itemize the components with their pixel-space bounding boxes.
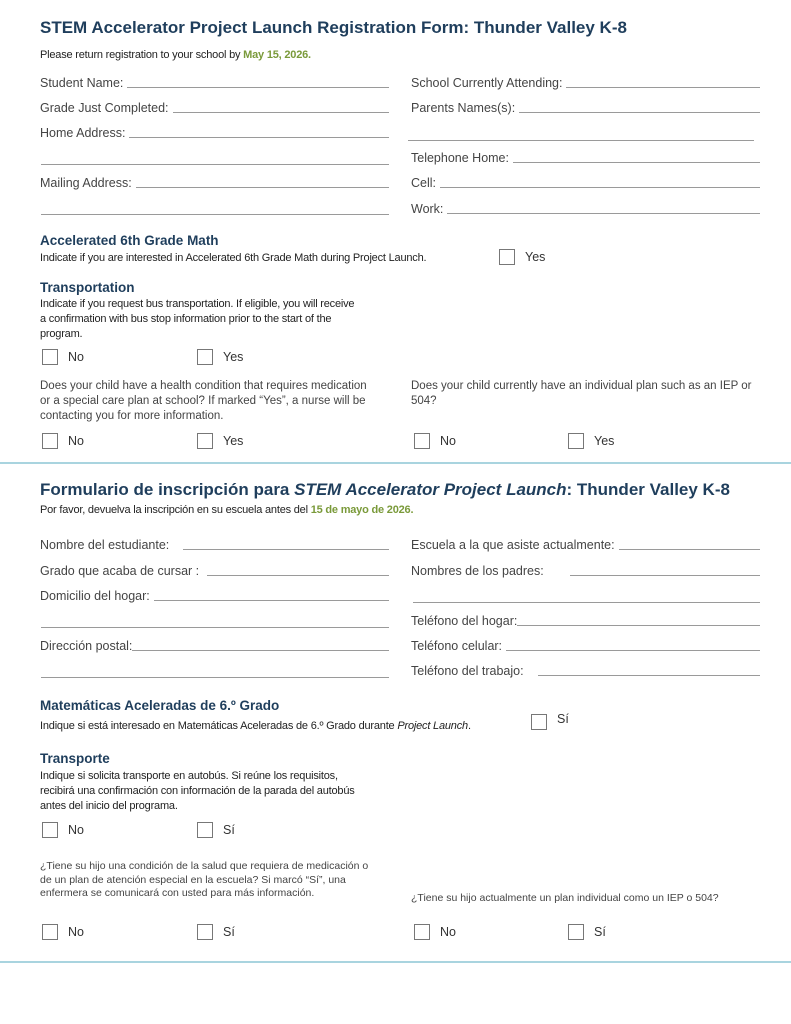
telephone-home-label: Telephone Home: [411,151,509,165]
transport-description: Indicate if you request bus transportation. If eligible, you will receive a confirmation with bus stop information prior to the start of the program. [40,298,355,340]
transporte-no-checkbox[interactable] [42,822,84,838]
parents-names-line[interactable] [519,112,760,113]
title-suffix: : Thunder Valley K-8 [566,480,730,499]
telephone-home-field[interactable] [411,151,760,165]
desc-suffix: . [467,720,471,732]
padres-field[interactable] [411,564,760,578]
health-yes-checkbox[interactable] [197,433,243,449]
escuela-label: Escuela a la que asiste actualmente: [411,538,615,552]
checkbox-box[interactable] [197,349,213,365]
salud-question: ¿Tiene su hijo una condición de la salud que requiera de medicación o de un plan de atención especial en la escuela? Si marcó “Sí”, una enfermera se comunicará con usted para más información. [40,860,369,899]
checkbox-box[interactable] [197,433,213,449]
iep-pregunta: ¿Tiene su hijo actualmente un plan individual como un IEP o 504? [411,892,719,904]
health-no-label: No [68,434,84,448]
transport-yes-checkbox[interactable] [197,349,243,365]
padres-label: Nombres de los padres: [411,564,544,578]
grado-line[interactable] [207,575,389,576]
telefono-celular-field[interactable] [411,639,760,653]
transporte-si-checkbox[interactable] [197,822,235,838]
student-name-label: Student Name: [40,76,124,90]
telefono-trabajo-field[interactable] [411,664,760,678]
telephone-home-line[interactable] [513,162,760,163]
mailing-address-line[interactable] [136,187,389,188]
transport-no-checkbox[interactable] [42,349,84,365]
mailing-address-label: Mailing Address: [40,176,132,190]
parents-names-field[interactable] [411,101,760,115]
transport-heading: Transportation [40,280,135,295]
escuela-field[interactable] [411,538,760,552]
nombre-estudiante-line[interactable] [183,549,389,550]
title-italic: STEM Accelerator Project Launch [294,480,567,499]
return-notice-text: Por favor, devuelva la inscripción en su escuela antes del [40,504,311,516]
checkbox-box[interactable] [197,924,213,940]
checkbox-box[interactable] [42,349,58,365]
return-notice-text: Please return registration to your school by [40,49,244,61]
desc-prefix: Indique si está interesado en Matemáticas Aceleradas de 6.º Grado durante [40,720,398,732]
iep-no-checkbox[interactable] [414,433,456,449]
iep-no-checkbox-es[interactable] [414,924,456,940]
parents-names-line-2[interactable] [408,140,754,141]
math-description: Indicate if you are interested in Accelerated 6th Grade Math during Project Launch. [40,252,427,264]
grade-completed-line[interactable] [173,112,389,113]
school-attending-label: School Currently Attending: [411,76,563,90]
direccion-postal-line[interactable] [132,650,389,651]
bottom-divider [0,961,791,963]
domicilio-line[interactable] [154,600,389,601]
iep-yes-checkbox[interactable] [568,433,614,449]
salud-no-checkbox[interactable] [42,924,84,940]
checkbox-box[interactable] [414,924,430,940]
return-notice-spanish [40,504,413,516]
parents-names-label: Parents Names(s): [411,101,516,115]
school-attending-line[interactable] [566,87,760,88]
transporte-description: Indique si solicita transporte en autobús. Si reúne los requisitos, recibirá una confirmación con información de la parada del autobús antes del inicio del programa. [40,770,355,812]
cell-field[interactable] [411,176,760,190]
domicilio-label: Domicilio del hogar: [40,589,150,603]
work-phone-label: Work: [411,202,444,216]
iep-question: Does your child currently have an individual plan such as an IEP or 504? [411,380,752,407]
grade-completed-field[interactable] [40,101,389,115]
student-name-line[interactable] [127,87,389,88]
iep-no-label: No [440,434,456,448]
checkbox-box[interactable] [197,822,213,838]
salud-si-checkbox[interactable] [197,924,235,940]
telefono-hogar-line[interactable] [517,625,760,626]
telefono-hogar-field[interactable] [411,614,760,628]
domicilio-field[interactable] [40,589,389,603]
telefono-celular-line[interactable] [506,650,760,651]
nombre-estudiante-label: Nombre del estudiante: [40,538,170,552]
direccion-postal-line-2[interactable] [41,677,389,678]
matematicas-si-checkbox[interactable] [531,714,569,730]
student-name-field[interactable] [40,76,389,90]
section-divider [0,462,791,464]
home-address-field[interactable] [40,126,389,140]
escuela-line[interactable] [619,549,760,550]
iep-yes-label: Yes [594,434,615,448]
school-attending-field[interactable] [411,76,760,90]
matematicas-heading: Matemáticas Aceleradas de 6.º Grado [40,698,280,713]
health-yes-label: Yes [223,434,244,448]
padres-line-2[interactable] [413,602,760,603]
grade-completed-label: Grade Just Completed: [40,101,169,115]
direccion-postal-label: Dirección postal: [40,639,133,653]
home-address-label: Home Address: [40,126,126,140]
matematicas-description [40,719,471,734]
math-yes-checkbox[interactable] [499,249,545,265]
matematicas-si-label: Sí [557,712,569,726]
work-phone-field[interactable] [411,202,760,216]
mailing-address-line-2[interactable] [41,214,389,215]
grado-field[interactable] [40,564,389,578]
return-date: May 15, 2026. [243,49,311,61]
math-heading: Accelerated 6th Grade Math [40,233,219,248]
cell-label: Cell: [411,176,437,190]
return-notice-english [40,49,311,61]
telefono-trabajo-label: Teléfono del trabajo: [411,664,524,678]
domicilio-line-2[interactable] [41,627,389,628]
cell-line[interactable] [440,187,760,188]
work-phone-line[interactable] [447,213,760,214]
iep-no-label-es: No [440,925,456,939]
mailing-address-field[interactable] [40,176,389,190]
checkbox-box[interactable] [568,924,584,940]
form-title-spanish [40,480,730,500]
telefono-trabajo-line[interactable] [538,675,760,676]
desc-italic: Project Launch [397,720,468,732]
iep-si-checkbox[interactable] [568,924,606,940]
health-no-checkbox[interactable] [42,433,84,449]
checkbox-box[interactable] [531,714,547,730]
form-title-english: STEM Accelerator Project Launch Registration Form: Thunder Valley K-8 [40,18,627,37]
health-question: Does your child have a health condition that requires medication or a special care plan at school? If marked “Yes”, a nurse will be contacting you for more information. [40,380,367,422]
transporte-heading: Transporte [40,751,110,766]
title-prefix: Formulario de inscripción para [40,480,295,499]
direccion-postal-field[interactable] [40,639,389,653]
home-address-line[interactable] [129,137,389,138]
checkbox-box[interactable] [42,433,58,449]
return-date: 15 de mayo de 2026. [310,504,414,516]
transport-yes-label: Yes [223,350,244,364]
checkbox-box[interactable] [568,433,584,449]
iep-si-label: Sí [594,925,606,939]
transport-no-label: No [68,350,84,364]
checkbox-box[interactable] [42,822,58,838]
transporte-si-label: Sí [223,823,235,837]
padres-line[interactable] [570,575,760,576]
grado-label: Grado que acaba de cursar : [40,564,200,578]
checkbox-box[interactable] [42,924,58,940]
checkbox-box[interactable] [499,249,515,265]
salud-si-label: Sí [223,925,235,939]
telefono-celular-label: Teléfono celular: [411,639,503,653]
math-yes-label: Yes [525,250,546,264]
transporte-no-label: No [68,823,84,837]
home-address-line-2[interactable] [41,164,389,165]
salud-no-label: No [68,925,84,939]
checkbox-box[interactable] [414,433,430,449]
nombre-estudiante-field[interactable] [40,538,389,552]
telefono-hogar-label: Teléfono del hogar: [411,614,518,628]
